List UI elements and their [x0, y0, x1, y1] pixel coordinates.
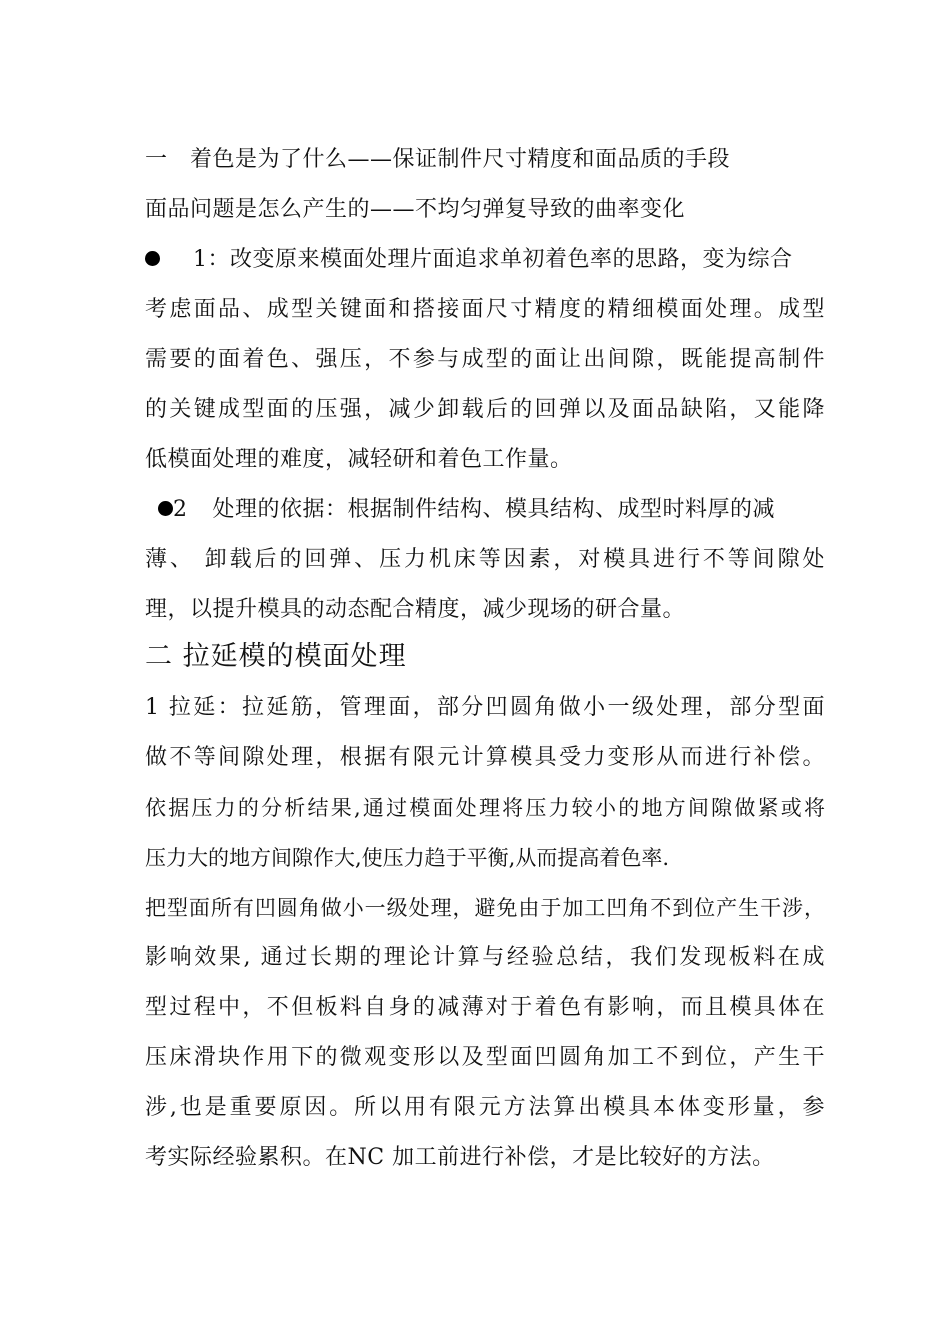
bullet1-line: 考虑面品、成型关键面和搭接面尺寸精度的精细模面处理。成型: [145, 297, 825, 322]
bullet1-line: 需要的面着色、强压，不参与成型的面让出间隙，既能提高制件: [145, 347, 825, 372]
bullet2-line: 处理的依据：根据制件结构、模具结构、成型时料厚的减: [212, 497, 776, 522]
paragraph3-line: 考实际经验累积。在NC 加工前进行补偿，才是比较好的方法。: [145, 1145, 775, 1170]
paragraph3-line: 压床滑块作用下的微观变形以及型面凹圆角加工不到位，产生干: [145, 1045, 825, 1070]
section1-heading-line2: 面品问题是怎么产生的——不均匀弹复导致的曲率变化: [145, 197, 686, 222]
bullet1-line: 的关键成型面的压强，减少卸载后的回弹以及面品缺陷，又能降: [145, 397, 825, 422]
paragraph1-line: 1 拉延：拉延筋，管理面，部分凹圆角做小一级处理，部分型面: [145, 695, 825, 720]
bullet1-first-line: [145, 245, 825, 275]
bullet-dot-icon: [158, 501, 173, 516]
paragraph2-line: 依据压力的分析结果,通过模面处理将压力较小的地方间隙做紧或将: [145, 796, 825, 820]
bullet2-line: 理，以提升模具的动态配合精度，减少现场的研合量。: [145, 597, 686, 622]
paragraph1-line: 做不等间隙处理，根据有限元计算模具受力变形从而进行补偿。: [145, 745, 825, 770]
paragraph3-line: 把型面所有凹圆角做小一级处理，避免由于加工凹角不到位产生干涉，: [145, 896, 825, 920]
bullet1-line: 低模面处理的难度，减轻研和着色工作量。: [145, 447, 573, 472]
section2-heading: 二 拉延模的模面处理: [145, 641, 407, 672]
bullet2-first-line: [158, 495, 825, 525]
paragraph3-line: 影响效果, 通过长期的理论计算与经验总结，我们发现板料在成: [145, 945, 825, 970]
bullet-dot-icon: [145, 251, 160, 266]
paragraph3-line: 涉,也是重要原因。所以用有限元方法算出模具本体变形量，参: [145, 1095, 825, 1120]
bullet1-number: 1：: [193, 247, 230, 272]
bullet2-number: 2: [173, 497, 188, 522]
section1-heading-line1: 一 着色是为了什么——保证制件尺寸精度和面品质的手段: [145, 147, 731, 172]
paragraph3-line: 型过程中，不但板料自身的减薄对于着色有影响，而且模具体在: [145, 995, 825, 1020]
bullet2-line: 薄、 卸载后的回弹、压力机床等因素，对模具进行不等间隙处: [145, 547, 825, 572]
bullet1-line: 改变原来模面处理片面追求单初着色率的思路，变为综合: [230, 247, 793, 272]
paragraph2-line: 压力大的地方间隙作大,使压力趋于平衡,从而提高着色率.: [145, 846, 670, 870]
